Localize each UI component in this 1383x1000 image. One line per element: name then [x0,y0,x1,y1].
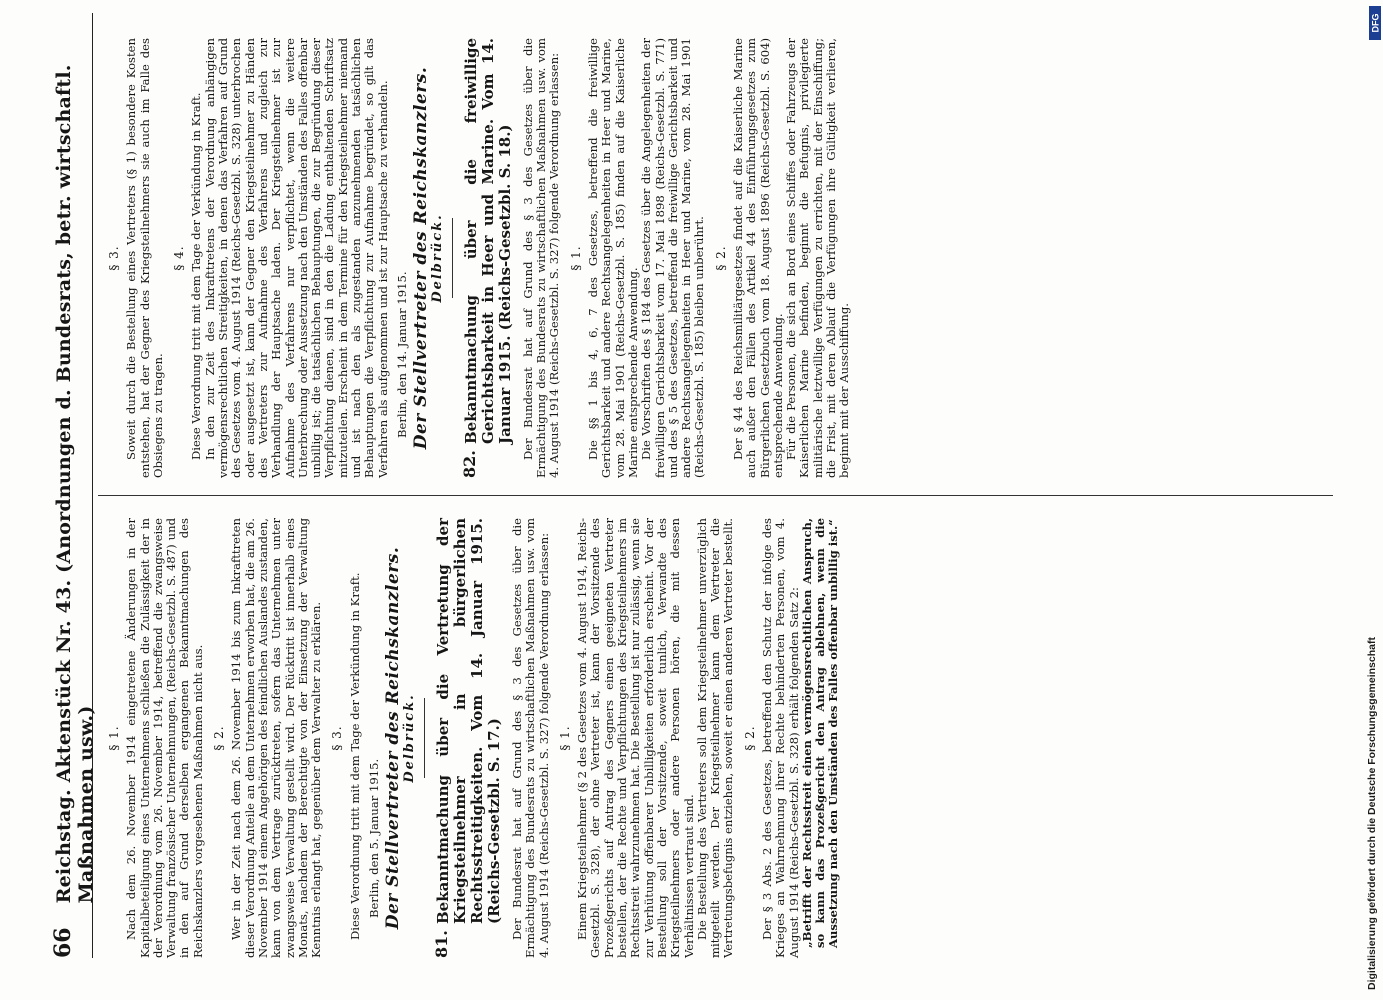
paragraph: Der Bundesrat hat auf Grund des § 3 des Gesetzes über die Ermächtigung des Bundesrats zu wirtschaftlichen Maßnahmen usw. vom 4. August 1914 (Reichs-Gesetzbl. S. 327) folgende Verordnung erlassen: [520,38,562,478]
paragraph: Für die Personen, die sich an Bord eines Schiffes oder Fahrzeugs der Kaiserlichen Marine befinden, beginnt die Befugnis, privilegierte militärische letztwillige Verfügungen zu errichten, mit der Einschiffung; die Frist, mit deren Ablauf die Verfügungen ihre Gültigkeit verlieren, beginnt mit der Ausschiffung. [784,38,852,478]
signature-title: Der Stellvertreter des Reichskanzlers. [411,66,432,450]
decree-title: Bekanntmachung über die Vertretung der Kriegsteilnehmer in bürgerlichen Rechtsstreitigkeiten. Vom 14. Januar 1915. (Reichs-Gesetzbl. S. 17.) [433,518,503,924]
paragraph: Nach dem 26. November 1914 eingetretene Änderungen in der Kapitalbeteiligung eines Unternehmens schließen die Zulässigkeit der in der Verordnung vom 26. November 1914, betreffend die zwangsweise Verwaltung französischer Unternehmungen, (Reichs-Gesetzbl. S. 487) und in den auf Grund derselben ergangenen Bekanntmachungen des Reichskanzlers vorgesehenen Maßnahmen nicht aus. [124,518,205,958]
section-heading: § 4. [172,245,187,271]
section-heading: § 1. [557,725,572,751]
decree-number: 82. [459,450,479,478]
dfg-logo [1369,6,1381,40]
paragraph: Wer in der Zeit nach dem 26. November 1914 bis zum Inkrafttreten dieser Verordnung Anteile an dem Unternehmen erworben hat, die am 26. November 1914 einem Angehörigen des feindlichen Auslandes zustanden, kann von dem Vertrage zurücktreten, sofern das Unternehmen unter zwangsweise Verwaltung gestellt wird. Der Rücktritt ist innerhalb eines Monats, nachdem der Berechtigte von der Einsetzung der Verwaltung Kenntnis erlangt hat, gegenüber dem Verwalter zu erklären. [229,518,324,958]
decree-title: Bekanntmachung über die freiwillige Gerichtsbarkeit in Heer und Marine. Vom 14. Januar 1915. (Reichs-Gesetzbl. S. 18.) [461,38,514,444]
right-column [100,38,852,478]
section-heading: § 1. [107,725,121,751]
dfg-logo-text: DFG [1370,13,1380,33]
paragraph: Die Vorschriften des § 184 des Gesetzes über die Angelegenheiten der freiwilligen Gerichtsbarkeit vom 17. Mai 1898 (Reichs-Gesetzbl. S. 771) und des § 5 des Gesetzes, betreffend die freiwillige Gerichtsbarkeit und andere Rechtsangelegenheiten in Heer und Marine, vom 28. Mai 1901 (Reichs-Gesetzbl. S. 185) bleiben unberührt. [639,38,707,478]
decree-heading [459,38,514,478]
paragraph: Die §§ 1 bis 4, 6, 7 des Gesetzes, betreffend die freiwillige Gerichtsbarkeit und andere Rechtsangelegenheiten in Heer und Marine, vom 28. Mai 1901 (Reichs-Gesetzbl. S. 185) finden auf die Kaiserliche Marine entsprechende Anwendung. [586,38,640,478]
separator-rule [424,698,425,778]
section-heading: § 3. [107,245,121,271]
section-heading: § 3. [330,725,345,751]
paragraph: Die Bestellung des Vertreters soll dem Kriegsteilnehmer unverzüglich mitgeteilt werden. Der Kriegsteilnehmer kann dem Vertreter die Vertretungsbefugnis entziehen, soweit er einen anderen Vertreter bestellt. [694,518,736,958]
signature-name: Delbrück. [401,693,417,783]
signature-title: Der Stellvertreter des Reichskanzlers. [383,546,404,930]
paragraph: Einem Kriegsteilnehmer (§ 2 des Gesetzes vom 4. August 1914, Reichs-Gesetzbl. S. 328), der ohne Vertreter ist, kann der Vorsitzende des Prozeßgerichts auf Antrag des Gegners einen geeigneten Vertreter bestellen, der die Rechte und Verpflichtungen des Kriegsteilnehmers im Rechtsstreit wahrzunehmen hat. Die Bestellung ist nur zulässig, wenn sie zur Verhütung offenbarer Unbilligkeiten erforderlich erscheint. Vor der Bestellung soll der Vorsitzende, soweit tunlich, Verwandte des Kriegsteilnehmers oder andere Personen hören, die mit dessen Verhältnissen vertraut sind. [575,518,696,958]
date-line: Berlin, den 5. Januar 1915. [367,758,382,918]
rotated-content [50,13,1350,958]
section-heading: § 1. [568,245,583,271]
signature-name: Delbrück. [429,213,445,303]
paragraph: Diese Verordnung tritt mit dem Tage der Verkündung in Kraft. [189,92,204,460]
paragraph: Diese Verordnung tritt mit dem Tage der Verkündung in Kraft. [347,572,362,940]
page-number: 66 [50,927,76,958]
paragraph: Soweit durch die Bestellung eines Vertreters (§ 1) besondere Kosten entstehen, hat der Gegner des Kriegsteilnehmers sie auch im Falle des Obsiegens zu tragen. [124,38,165,478]
paragraph: Der Bundesrat hat auf Grund des § 3 des Gesetzes über die Ermächtigung des Bundesrats zu wirtschaftlichen Maßnahmen usw. vom 4. August 1914 (Reichs-Gesetzbl. S. 327) folgende Verordnung erlassen: [509,518,551,958]
section-heading: § 2. [742,725,757,751]
paragraph: In den zur Zeit des Inkrafttretens der Verordnung anhängigen vermögensrechtlichen Streitigkeiten, in denen das Verfahren auf Grund des Gesetzes vom 4. August 1914 (Reichs-Gesetzbl. S. 328) unterbrochen oder ausgesetzt ist, kann der Gegner den Kriegsteilnehmer zu Händen des Vertreters zur Aufnahme des Verfahrens und zugleich zur Verhandlung der Hauptsache laden. Der Kriegsteilnehmer ist zur Aufnahme des Verfahrens nur verpflichtet, wenn die weitere Unterbrechung oder Aussetzung nach den Umständen des Falles offenbar unbillig ist; die tatsächlichen Behauptungen, die zur Begründung dieser Verpflichtung dienen, sind in den die Ladung enthaltenden Schriftsatz mitzuteilen. Erscheint in dem Termine für den Kriegsteilnehmer niemand und ist nach den als zugestanden anzunehmenden tatsächlichen Behauptungen die Verpflichtung zur Aufnahme begründet, so gilt das Verfahren als aufgenommen und ist zur Hauptsache zu verhandeln. [202,38,390,478]
decree-number: 81. [431,930,451,958]
section-heading: § 2. [212,725,227,751]
section-heading: § 2. [713,245,728,271]
running-header [50,13,97,958]
date-line: Berlin, den 14. Januar 1915. [394,271,409,438]
separator-rule [452,218,453,298]
left-column [100,518,841,958]
digitization-credit: Digitalisierung gefördert durch die Deutsche Forschungsgemeinschaft [1366,637,1378,990]
paragraph: Der § 44 des Reichsmilitärgesetzes findet auf die Kaiserliche Marine auch außer den Fällen des Artikel 44 des Einführungsgesetzes zum Bürgerlichen Gesetzbuch vom 18. August 1896 (Reichs-Gesetzbl. S. 604) entsprechende Anwendung. [730,38,785,478]
paragraph: Der § 3 Abs. 2 des Gesetzes, betreffend den Schutz der infolge des Krieges an Wahrnehmung ihrer Rechte behinderten Personen, vom 4. August 1914 (Reichs-Gesetzbl. S. 328) erhält folgenden Satz 2: [759,518,801,958]
decree-heading [431,518,503,958]
quoted-sentence: „Betrifft der Rechtsstreit einen vermögensrechtlichen Anspruch, so kann das Prozeßgericht den Antrag ablehnen, wenn die Aussetzung nach den Umständen des Falles offenbar unbillig ist.“ [799,518,841,948]
header-title: Reichstag. Aktenstück Nr. 43. (Anordnungen d. Bundesrats, betr. wirtschaftl. Maßnahmen usw.) [53,64,97,904]
column-divider [98,495,1333,496]
